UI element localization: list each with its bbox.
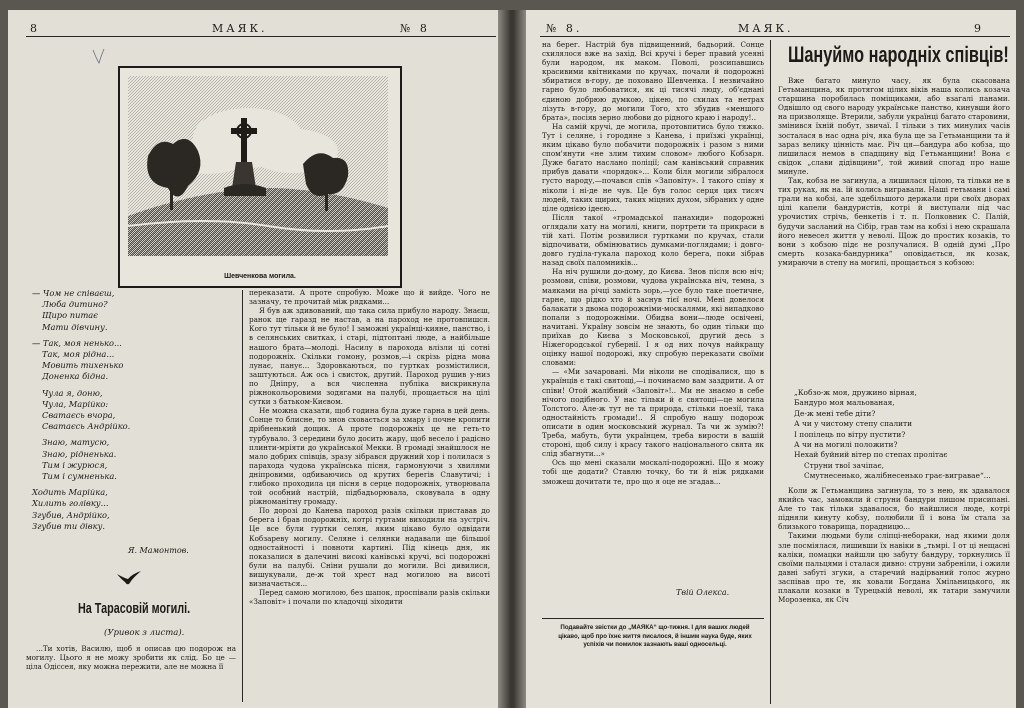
article-intro: ...Ти хотів, Василю, щоб я описав цю подорож на могилу. Цього я не можу зробити як слід. Бо це — ціла Одіссея, яку можна пережити, але не можна її — [26, 644, 236, 672]
singers-article-top: Вже багато минуло часу, як була скасована Гетьманщина, як протягом цілих віків наша колись козача старшина поробилась поміщиками, або взагалі панами. Одвішло од свого народу українське панство, кинувши його на призволяще. Втерили, забули українці багато старовини, змінився їхній побут, звичаї. І тільки з тих минулих часів зосталася в нас одна річ, яка була ще за Гетьманщини та й зараз велику цінність має. Річ ця—бандура або кобза, що лишилася немов в спадщину від Гетьманщини! Вона є свідок „слави дідівщини“, той живий спогад про наше минуле. Так, кобза не загинула, а лишилася цілою, та тільки не в тих руках, як на. їй колись вигравали. Наші гетьмани і самі грали на кобзі, але здебільшого держали при своїх дворах цілі капели бандуристів, котрі й виступали під час урочистих стрічь, бенкетів і т. п. Полковник С. Палій, будучи засланий на Сібір, грав там на кобзі і нею скрашала його невесел життя у неволі. Щож до простих козаків, то вони з кобзою підє не розлучалися. В одній думі „Про смерть козака-бандурника“ оповідається, як козак, умираючи в степу на могилі, прощається з кобзою: — [778, 76, 1010, 267]
left-page — [8, 10, 498, 708]
notice-rule — [542, 618, 764, 619]
illustration-frame — [118, 66, 402, 288]
right-page — [526, 10, 1016, 708]
poem-stanza: — Так, моя ненько... Так, моя рідна... Мовить тихенько Доненка бідна. — [32, 337, 124, 382]
illustration-caption: Шевченкова могила. — [224, 273, 296, 280]
letter-signature: Твій Олекса. — [676, 588, 730, 597]
article-column-left-page: переказати. А проте спробую. Може що й вийде. Чого не зазначу, те прочитай між рядками... Я був аж здивований, що така сила прибуло народу. Знаєш, ранок ще гаразд не настав, а на пароход не протовпишся. Кого тут тільки й не було! І заможні українці-кияне, панство, і в селянських свитках, і старі, підтоптані люде, а найбільше нашого брата—молоді. Насилу в парохода влізли ці сотні подорожніх. Скільки гомону, розмов,—і скрізь рідна мова лунає, панує... Здоровкаються, по гуртках розмістилися, заштуються. Аж ось і свисток, другий. Пароход рушив у-низ по Дніпру, а вся численна публіка вискрикнула ріжнокольоровими зодягами на палубі, прощається на цілі сутки з батьком-Києвом. Не можна сказати, щоб година була дуже гарна в цей день. Сонце то блисне, то знов сховається за хмару і почне кропити дрібненький дощик. А проте подорожніх це не геть-то турбувало. З середини було досить жару, щоб весело і радісно плинти-мріяти до української Мекки. В громаді знайшлося не мало добрих співців, зразу зібрався дружний хор і полилася з парахода чудова українська пісня, гармонуючи з хвилями дніпровими, одбиваючись од крутих берегів Славутичі; і глибоко проходила ця пісня в серце подорожніх, утворювала той особний настрій, підбадьорювала, сковувала в одну ріжноманітну громаду. По дорозі до Канева пароход разів скільки приставав до берега і брав подорожніх, котрі гуртами виходили на зустріч. Це все були гуртки селян, яким цікаво було одвідати Кобзареву могилу. Селяне і селянки надавали ще більшої одностайності і повноти картині. Під кінець дня, як показалися в далечині високі канівські кручі, всі подорожні були на палубі. Сніни рушали до могили. Всі дивилися, вишукували, де-ж той хрест над могилою на висоті визначається... Перед самою могилою, без шапок, проспівали разів скільки «Заповіт» і почали по кладочці зіходити — [249, 288, 490, 607]
article-column-continued: на берег. Настрій був підвищенний, бадьорий. Сонце схилялося вже на захід. Всі кручі і берег правий усеяні були народом, як маком. Поволі, розсипавшись красивими квітниками по кручах, почали й подорожні збиратися в-гору, де поховано Шевченка. І незвичайно гарно було любоватися, як ці тисячі люду, об'єднані єдиною добрюю думкою, цікею, по схилах та нетрах лізуть в-гору, до могили Того, хто збудив «меншого брата», посіяв зерно любови до рідного краю і народу!.. На самій кручі, де могила, протовпитись було тяжко. Тут і селяне, і городяне з Канева, і приїзжі українці, яким цікаво було побачити подорожніх і разом з ними спом'янути «не злим тихим словом» любого Кобзаря. Дуже багато наслано поліції; сам канівський справник прибув давати «порядок»... Коли біля могили зібралося густо народу,—почався спів «Заповіту». І такого співу я ніколи і ні-де не чув. Це був голос серця цих тисяч людей, таких щирих, таких міцних духом, зібраних у одне ціле однією ідеєю... Після такої «громадської панахиди» подорожні оглядали хату на могилі, книги, портрети та прикраси в тій хаті. Потім розвилися гуртками по кручах, стали відпочивати, обмінюватись думками-поглядами; і довго-довго гуділа-гукала пароход коло берега, поки зібрав назад своїх паломників... На ніч рушили до-дому, до Києва. Знов після всю ніч; розмови, співи, розмови, чудова українська ніч, темна, з маяками на річці замість зорь,—усе було таке поетичне, гарне, що рідко хто й заснув тієї ночі. Мені довелося балакати з двома подорожніми-москалями, які випадково попали з подорожніми. Обидва вони—люде освічені, начитані. Україну зовсім не знають, бо один тільки що приїхав до Києва з Московської, другий десь з Ніжегородської губернії. І я од них почув найкращу оцінку нашої подорожі, яку спробую переказати своїми словами: — «Ми зачаровані. Ми ніколи не сподівалися, що в українців є такі святощі,—і починаємо вам заздрити. А от співи! Отой жалібний «Заповіт»!.. Ми не знаємо в себе нічого подібного. У нас тільки й є святощі—це могила Толстого. Але-ж тут не та природа, стільки поезії, така одностайність громади!.. Я спробую нашу подорож описати в один московський журнал. Та чи ж зумію?! Треба, мабуть, бути українцем, треба вирости в вашій стороні, щоб силу і красу такого національного свята як слід збагнути...» Ось що мені сказали москалі-подорожні. Що я можу тобі ще додати? Ставлю точку, бо ти й ніж рядками зможеш дочитати те, про що я оце не згадав... — [542, 40, 764, 486]
poem-stanza: Знаю, матусю, Знаю, рідненька. Тим і журюся, Тим і сумненька. — [42, 437, 117, 482]
header-rule-right — [540, 36, 1010, 37]
article-subtitle: (Уривок з листа). — [104, 628, 185, 638]
poem-author: Я. Мамонтов. — [128, 546, 189, 555]
page-number-right: 9 — [974, 22, 984, 35]
poem-block — [32, 288, 232, 537]
page-number-left: 8 — [30, 22, 40, 35]
book-gutter — [498, 10, 526, 708]
journal-title-right: МАЯК. — [738, 22, 794, 35]
issue-number-left: № 8 — [400, 22, 430, 35]
swallow-ornament-icon — [116, 570, 142, 588]
column-divider-right — [770, 40, 771, 704]
poem-stanza: Чула я, доню, Чула, Марійко: Сватаєсь вчора, Сватаєсь Андрійко. — [42, 387, 131, 432]
journal-title-left: МАЯК. — [212, 22, 268, 35]
header-rule-left — [26, 36, 496, 37]
article-title-tarasova: На Тарасовій могилі. — [78, 600, 191, 617]
poem-stanza: Ходить Марійка, Хилить голівку... Згубив, Андрійко, Згубив ти дівку. — [32, 487, 110, 531]
shevchenko-grave-engraving — [128, 76, 388, 256]
singers-article-bottom: Коли ж Гетьманщина загинула, то з нею, як здавалося якийсь час, замовкли й струни бандури пишом присипані. Але то так тільки здавалося, бо найшлися люде, котрі підняли кинуту кобзу, полюбили її і вона їм стала за близького товарища, порадницю... Такими людьми були сліпці-небораки, над якими доля зле посміялася, лишивши їх навіки в „тьмрі. І от ці нещасні каліки, помацки найшли цю забуту бандуру, торкнулись її своїми пальцями і сталася дивно: струни забреніли, і ожили давні забуті згуки, а старечий надірваний голос журно заспівав про те, як ховали Богдана Хмільницького, як плакали козаки в Турецькій неволі, як татари замучили Морозенка, як Січ — [778, 486, 1010, 605]
pencil-mark-icon — [92, 48, 106, 64]
editorial-notice: Подавайте звістки до „МАЯКА“ що-тижня. І для ваших людей цікаво, щоб про їхнє життя писалося, й іншим наука буде, яких успіхів чи помилок зазнають ваші односельці. — [558, 624, 752, 649]
poem-stanza: — Чом не співаєш, Люба дитино? Щиро питає Мати дівчину. — [32, 288, 115, 332]
duma-verse: „Кобзо-ж моя, дружино вірная, Бандуро моя мальованая, Де-ж мені тебе діти? А чи у чистому степу спалити І попілець по вітру пустити? А чи на могилі положити? Нехай буйний вітер по степах пролітає Струни твої зачіпає, Смутнесенько, жалібнесенько грає-вигравае“... — [794, 388, 991, 481]
issue-number-right: № 8. — [546, 22, 583, 35]
column-divider-left — [242, 290, 243, 702]
article-title-singers: Шануймо народніх співців! — [788, 42, 1009, 67]
